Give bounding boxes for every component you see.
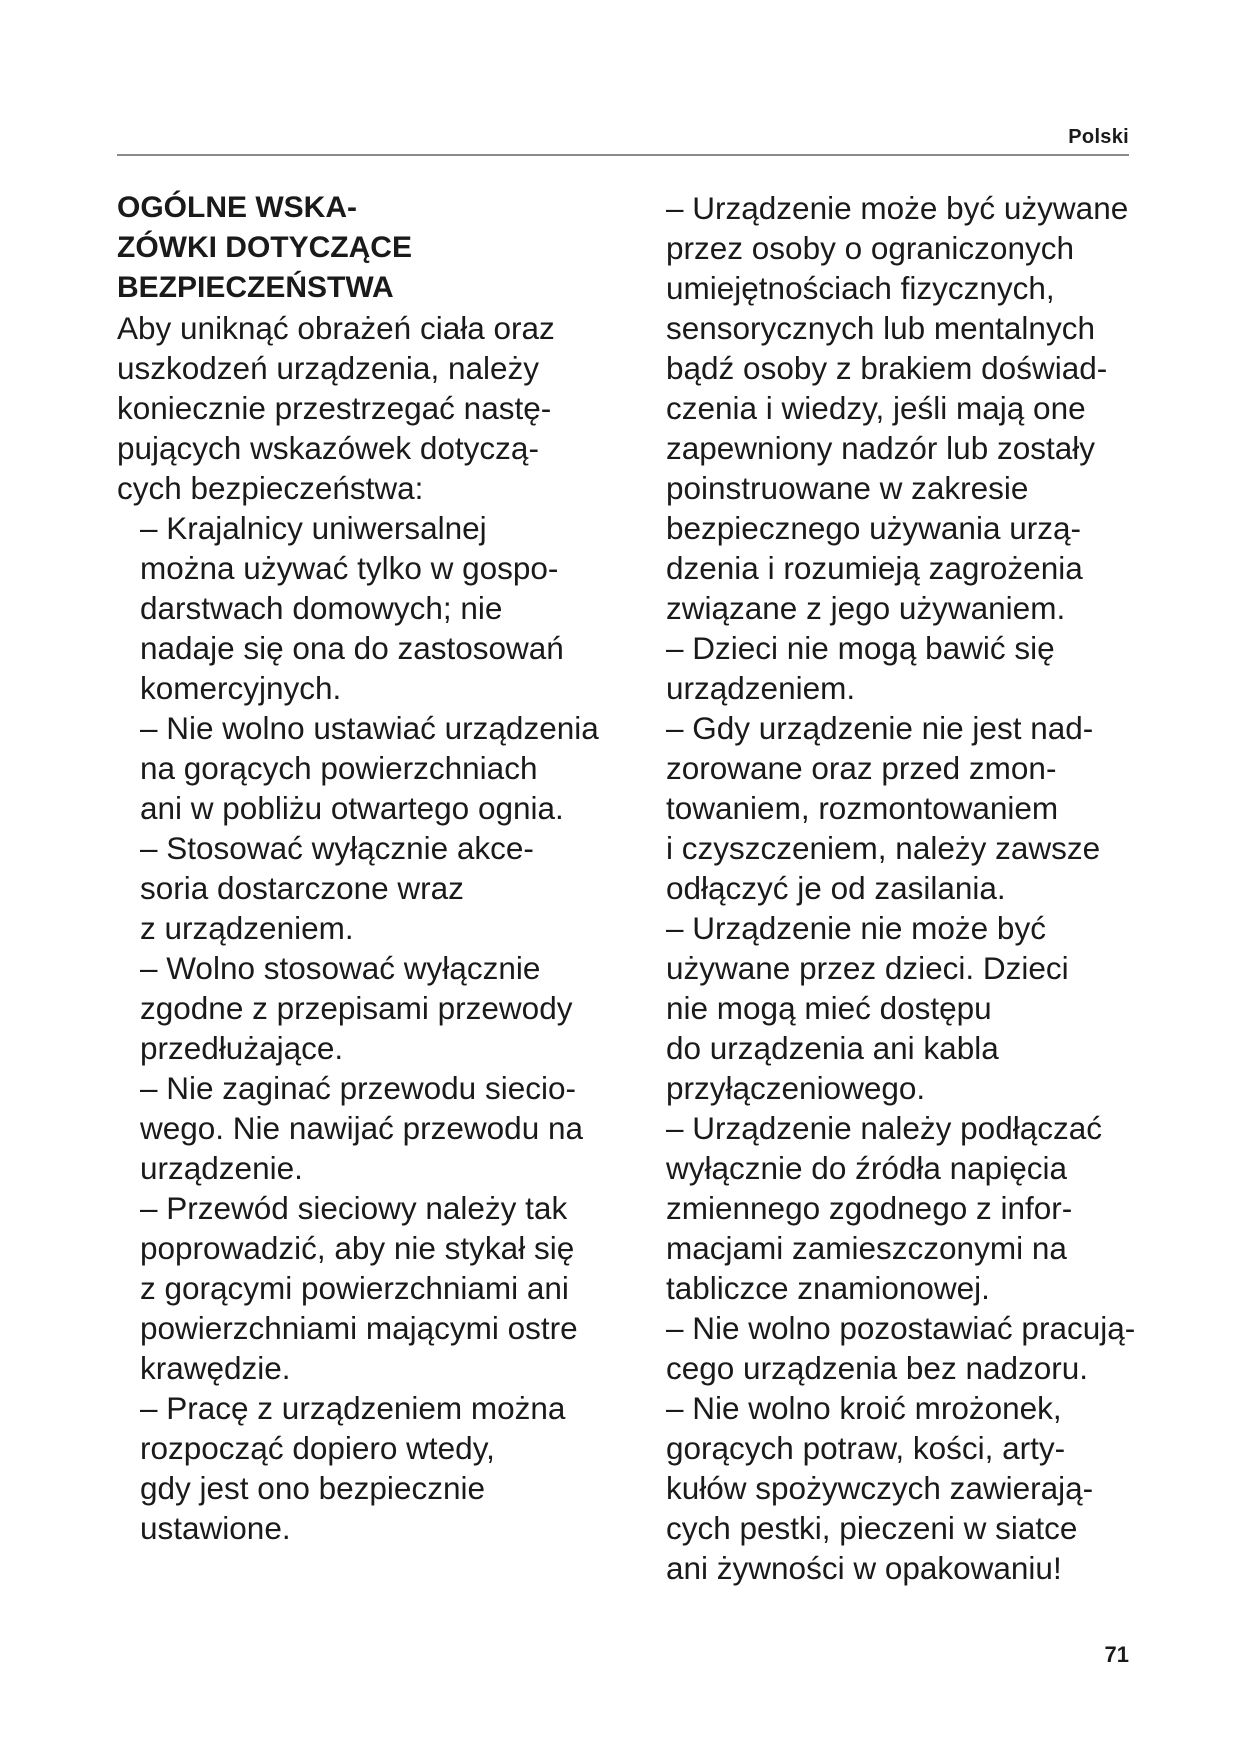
list-item-line: – Stosować wyłącznie akce- [140, 830, 534, 866]
language-label: Polski [1068, 126, 1129, 148]
list-item-line: z gorącymi powierzchniami ani [140, 1270, 569, 1306]
list-item-line: czenia i wiedzy, jeśli mają one [666, 390, 1086, 426]
list-item-line: urządzeniem. [666, 670, 856, 706]
intro-paragraph [117, 308, 647, 508]
list-item-line: przez osoby o ograniczonych [666, 230, 1074, 266]
list-item-line: zgodne z przepisami przewody [140, 990, 573, 1026]
list-item-line: poinstruowane w zakresie [666, 470, 1029, 506]
right-column [666, 188, 1186, 1588]
list-item-line: zapewniony nadzór lub zostały [666, 430, 1096, 466]
list-item-line: ustawione. [140, 1510, 291, 1546]
text-line: uszkodzeń urządzenia, należy [117, 350, 540, 386]
list-item-line: nie mogą mieć dostępu [666, 990, 992, 1026]
list-item-line: i czyszczeniem, należy zawsze [666, 830, 1101, 866]
list-item-line: nadaje się ona do zastosowań [140, 630, 564, 666]
text-line: cych bezpieczeństwa: [117, 470, 424, 506]
left-column [117, 188, 647, 1548]
list-item-line: ani w pobliżu otwartego ognia. [140, 790, 564, 826]
list-item-line: związane z jego używaniem. [666, 590, 1066, 626]
list-item-line: – Urządzenie nie może być [666, 910, 1046, 946]
list-item-line: darstwach domowych; nie [140, 590, 503, 626]
list-item-line: zorowane oraz przed zmon- [666, 750, 1057, 786]
text-line: koniecznie przestrzegać nastę- [117, 390, 552, 426]
list-item-line: przyłączeniowego. [666, 1070, 926, 1106]
list-item-line: – Dzieci nie mogą bawić się [666, 630, 1055, 666]
list-item-line: ani żywności w opakowaniu! [666, 1550, 1062, 1586]
list-item-line: krawędzie. [140, 1350, 291, 1386]
list-item-line: – Pracę z urządzeniem można [140, 1390, 566, 1426]
list-item-line: umiejętnościach fizycznych, [666, 270, 1055, 306]
page-number: 71 [1104, 1642, 1129, 1667]
list-item-line: powierzchniami mającymi ostre [140, 1310, 578, 1346]
list-item-line: poprowadzić, aby nie stykał się [140, 1230, 575, 1266]
list-item-line: – Gdy urządzenie nie jest nad- [666, 710, 1094, 746]
list-item-line: sensorycznych lub mentalnych [666, 310, 1095, 346]
list-item-line: rozpocząć dopiero wtedy, [140, 1430, 495, 1466]
list-item-line: wyłącznie do źródła napięcia [666, 1150, 1067, 1186]
list-item-line: wego. Nie nawijać przewodu na [140, 1110, 583, 1146]
list-item-line: przedłużające. [140, 1030, 344, 1066]
list-item-line: bądź osoby z brakiem doświad- [666, 350, 1108, 386]
list-item-line: bezpiecznego używania urzą- [666, 510, 1081, 546]
list-item-line: – Nie wolno kroić mrożonek, [666, 1390, 1062, 1426]
section-heading [117, 188, 647, 308]
list-item-line: do urządzenia ani kabla [666, 1030, 999, 1066]
list-item-line: cego urządzenia bez nadzoru. [666, 1350, 1089, 1386]
text-line: Aby uniknąć obrażeń ciała oraz [117, 310, 555, 346]
list-item-line: kułów spożywczych zawierają- [666, 1470, 1094, 1506]
list-item-line: – Nie wolno pozostawiać pracują- [666, 1310, 1136, 1346]
list-item-line: macjami zamieszczonymi na [666, 1230, 1067, 1266]
list-item-line: – Wolno stosować wyłącznie [140, 950, 541, 986]
list-item-line: urządzenie. [140, 1150, 303, 1186]
list-item-line: – Nie zaginać przewodu siecio- [140, 1070, 576, 1106]
list-item-line: dzenia i rozumieją zagrożenia [666, 550, 1083, 586]
list-item-line: zmiennego zgodnego z infor- [666, 1190, 1073, 1226]
list-item-line: na gorących powierzchniach [140, 750, 538, 786]
list-item-line: z urządzeniem. [140, 910, 354, 946]
list-item-line: – Przewód sieciowy należy tak [140, 1190, 568, 1226]
heading-line: OGÓLNE WSKA- [117, 191, 357, 224]
heading-line: BEZPIECZEŃSTWA [117, 271, 394, 304]
list-item-line: używane przez dzieci. Dzieci [666, 950, 1069, 986]
list-item-line: tabliczce znamionowej. [666, 1270, 990, 1306]
heading-line: ZÓWKI DOTYCZĄCE [117, 231, 412, 264]
list-item-line: – Nie wolno ustawiać urządzenia [140, 710, 599, 746]
safety-list-left [117, 508, 647, 1548]
list-item-line: – Krajalnicy uniwersalnej [140, 510, 487, 546]
header-divider [117, 154, 1129, 156]
list-item-line: – Urządzenie należy podłączać [666, 1110, 1103, 1146]
list-item-line: można używać tylko w gospo- [140, 550, 559, 586]
list-item-line: gdy jest ono bezpiecznie [140, 1470, 485, 1506]
list-item-line: komercyjnych. [140, 670, 342, 706]
text-line: pujących wskazówek dotyczą- [117, 430, 539, 466]
list-item-line: soria dostarczone wraz [140, 870, 464, 906]
list-item-line: towaniem, rozmontowaniem [666, 790, 1059, 826]
list-item-line: gorących potraw, kości, arty- [666, 1430, 1066, 1466]
list-item-line: cych pestki, pieczeni w siatce [666, 1510, 1078, 1546]
list-item-line: – Urządzenie może być używane [666, 190, 1129, 226]
list-item-line: odłączyć je od zasilania. [666, 870, 1006, 906]
